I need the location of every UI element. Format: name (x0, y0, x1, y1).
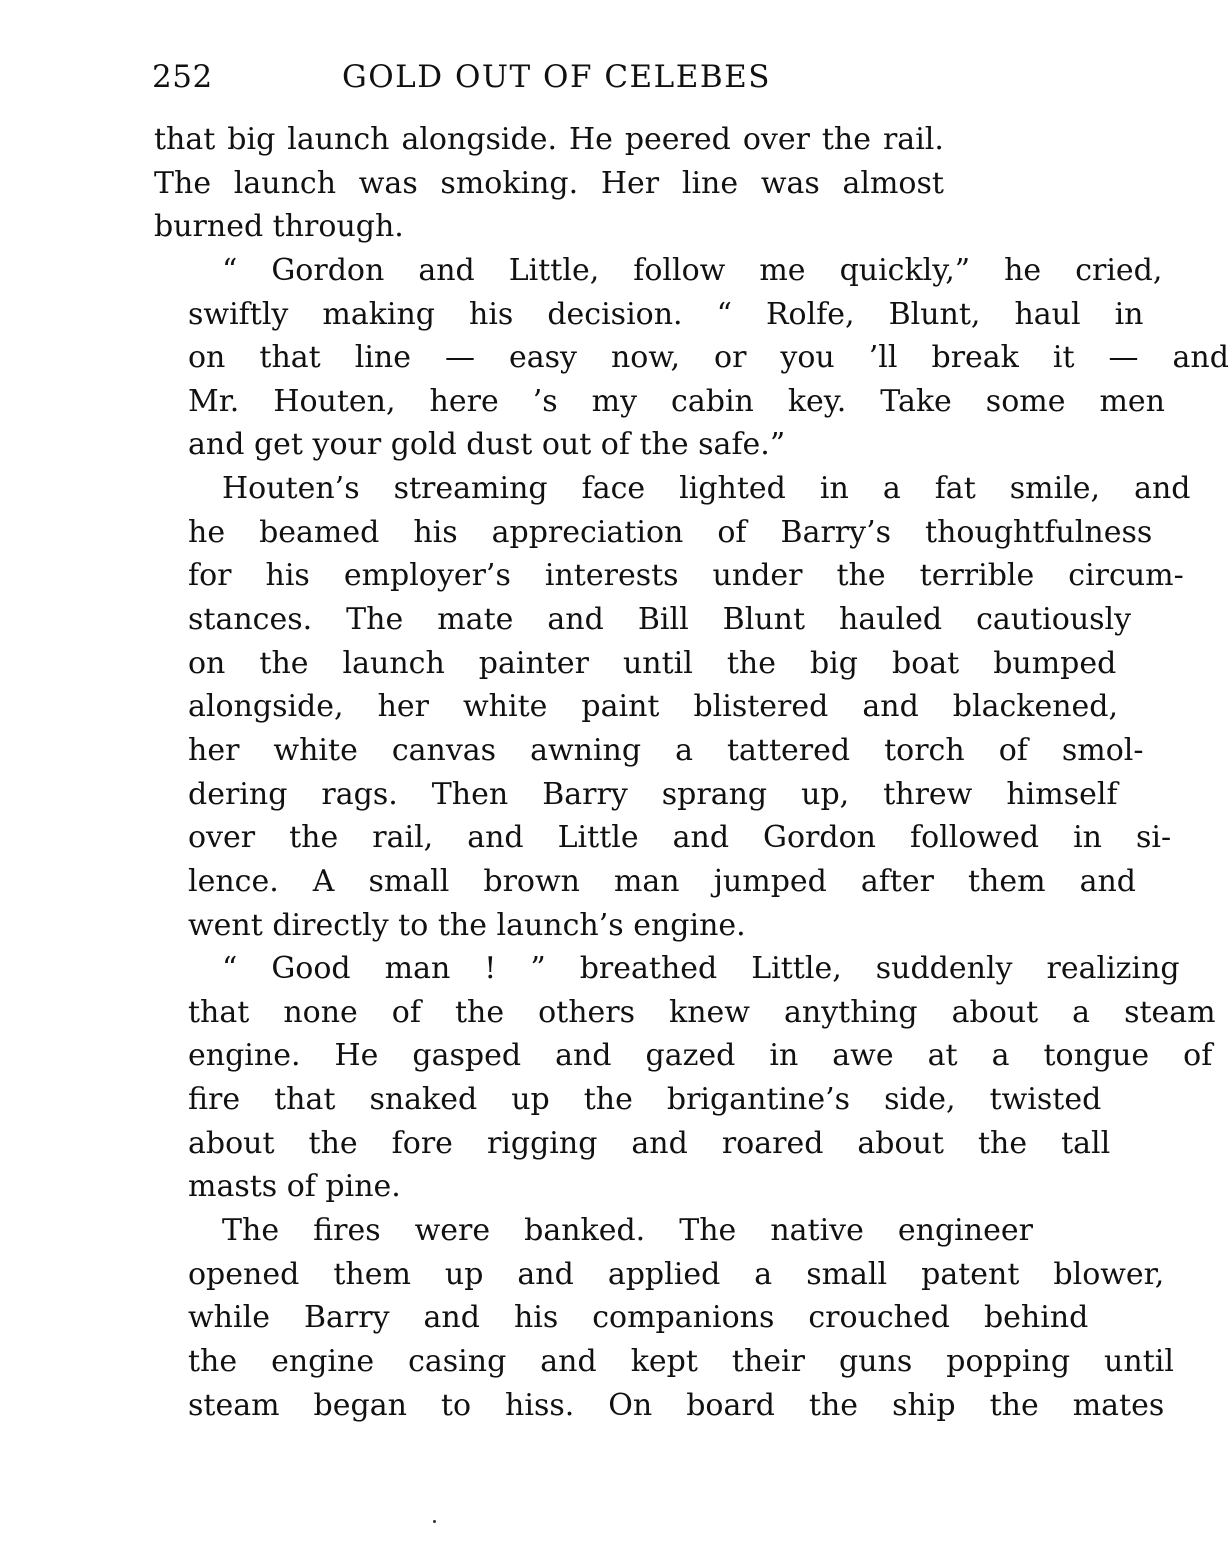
word: gasped (412, 1038, 522, 1074)
word: painter (478, 645, 589, 681)
word: bumped (993, 645, 1117, 681)
word: white (273, 732, 358, 768)
word: and (1134, 471, 1191, 507)
paragraph-2 (154, 249, 1229, 467)
word: smol- (1061, 732, 1144, 768)
word: “ (222, 252, 238, 288)
word: appreciation (491, 514, 684, 550)
word: breathed (579, 951, 718, 987)
text-line (154, 1340, 1174, 1384)
word: behind (983, 1300, 1089, 1336)
word: casing (408, 1343, 507, 1379)
text-line (154, 293, 1144, 337)
word: in (1114, 296, 1144, 332)
word: big (809, 645, 858, 681)
word: ” (530, 951, 546, 987)
word: fore (391, 1125, 453, 1161)
word: Barry’s (780, 514, 892, 550)
word: haul (1014, 296, 1081, 332)
word: smile, (1009, 471, 1101, 507)
text-line (154, 249, 1163, 293)
word: guns (839, 1343, 913, 1379)
word: his (265, 558, 310, 594)
word: The (679, 1213, 737, 1249)
word: launch (342, 645, 445, 681)
word: crouched (808, 1300, 950, 1336)
word: — (444, 340, 475, 376)
word: the (836, 558, 886, 594)
word: and (547, 602, 604, 638)
word: Gordon (763, 820, 876, 856)
word: Gordon (271, 252, 385, 288)
word: companions (592, 1300, 775, 1336)
word: Take (880, 383, 952, 419)
word: tall (1061, 1125, 1111, 1161)
word: lighted (679, 471, 786, 507)
word: you (780, 340, 835, 376)
word: He (568, 122, 613, 157)
word: ’ll (868, 340, 898, 376)
word: Bill (637, 602, 689, 638)
word: ! (484, 951, 497, 987)
word: and (517, 1256, 574, 1292)
word: Little, (508, 252, 600, 288)
word: sprang (661, 776, 768, 812)
word: “ (222, 951, 238, 987)
body-text (154, 118, 1229, 1427)
word: swiftly (188, 296, 289, 332)
paragraph-1 (154, 118, 944, 249)
text-line (154, 511, 1153, 555)
word: the (308, 1125, 358, 1161)
word: follow (633, 252, 726, 288)
text-line: masts of pine. (188, 1169, 401, 1205)
word: about (857, 1125, 944, 1161)
word: the (259, 645, 309, 681)
print-speck (433, 1520, 436, 1523)
word: employer’s (343, 558, 511, 594)
word: in (769, 1038, 799, 1074)
word: native (770, 1213, 864, 1249)
word: for (188, 558, 232, 594)
text-line (154, 947, 1180, 991)
word: mate (437, 602, 514, 638)
word: until (1104, 1343, 1174, 1379)
word: realizing (1046, 951, 1180, 987)
word: here (429, 383, 499, 419)
word: brigantine’s (666, 1082, 851, 1118)
text-line (154, 729, 1144, 773)
text-line (154, 380, 1165, 424)
word: small (806, 1256, 888, 1292)
word: was (760, 165, 820, 201)
word: snaked (369, 1082, 478, 1118)
word: and (418, 252, 475, 288)
word: rail. (882, 122, 944, 157)
word: on (188, 645, 226, 681)
word: a (1072, 994, 1091, 1030)
word: until (622, 645, 693, 681)
word: awning (530, 732, 642, 768)
word: Then (431, 776, 509, 812)
paragraph-5 (154, 1209, 1174, 1427)
paragraph-4 (154, 947, 1216, 1209)
word: of (998, 732, 1028, 768)
word: He (334, 1038, 379, 1074)
word: and (467, 820, 524, 856)
word: and (540, 1343, 597, 1379)
word: awe (832, 1038, 894, 1074)
text-line (154, 1209, 1033, 1253)
text-line (154, 642, 1117, 686)
word: knew (669, 994, 750, 1030)
word: The (222, 1213, 280, 1249)
word: now, (610, 340, 681, 376)
word: line (681, 165, 739, 201)
word: over (188, 820, 256, 856)
word: and (423, 1300, 480, 1336)
word: fire (188, 1082, 241, 1118)
word: hiss. (505, 1387, 575, 1423)
text-line (154, 162, 944, 206)
word: none (283, 994, 358, 1030)
word: face (581, 471, 646, 507)
word: his (469, 296, 514, 332)
text-line (154, 118, 944, 162)
word: after (860, 863, 934, 899)
word: canvas (391, 732, 497, 768)
word: alongside, (188, 689, 344, 725)
text-line (154, 336, 1229, 380)
word: the (726, 645, 776, 681)
word: smoking. (440, 165, 579, 201)
word: boat (891, 645, 960, 681)
text-line: and get your gold dust out of the safe.” (188, 427, 786, 463)
word: beamed (259, 514, 380, 550)
word: board (686, 1387, 775, 1423)
word: Little, (751, 951, 842, 987)
text-line (154, 816, 1172, 860)
word: on (188, 340, 226, 376)
text-line (154, 1122, 1111, 1166)
word: brown (483, 863, 580, 899)
word: “ (716, 296, 732, 332)
word: torch (884, 732, 965, 768)
word: others (538, 994, 636, 1030)
word: and (1079, 863, 1136, 899)
word: mates (1072, 1387, 1165, 1423)
word: or (714, 340, 747, 376)
running-title: GOLD OUT OF CELEBES (342, 59, 772, 95)
word: rigging (486, 1125, 598, 1161)
word: some (985, 383, 1066, 419)
word: — (1108, 340, 1139, 376)
word: and (555, 1038, 612, 1074)
word: were (414, 1213, 491, 1249)
word: tattered (726, 732, 851, 768)
word: ship (892, 1387, 956, 1423)
word: circum- (1068, 558, 1184, 594)
word: ’s (532, 383, 558, 419)
word: them (333, 1256, 411, 1292)
word: threw (883, 776, 973, 812)
word: white (462, 689, 548, 725)
word: engine (271, 1343, 375, 1379)
word: Mr. (188, 383, 240, 419)
word: easy (508, 340, 577, 376)
word: the (454, 994, 505, 1030)
word: key. (787, 383, 847, 419)
page-number: 252 (152, 59, 213, 95)
word: kept (630, 1343, 698, 1379)
word: break (931, 340, 1019, 376)
word: Little (557, 820, 639, 856)
word: that (188, 994, 250, 1030)
word: Houten’s (222, 471, 360, 507)
word: launch (287, 122, 390, 157)
word: up (444, 1256, 484, 1292)
word: tongue (1043, 1038, 1150, 1074)
word: On (608, 1387, 653, 1423)
word: Blunt (722, 602, 806, 638)
word: A (312, 863, 335, 899)
word: opened (188, 1256, 300, 1292)
word: and (631, 1125, 688, 1161)
page-header (152, 52, 942, 102)
word: he (1004, 252, 1042, 288)
word: his (413, 514, 458, 550)
text-line (154, 1034, 1213, 1078)
word: popping (946, 1343, 1071, 1379)
word: men (1099, 383, 1165, 419)
word: followed (910, 820, 1040, 856)
word: Barry (303, 1300, 390, 1336)
word: launch (233, 165, 337, 201)
word: the (821, 122, 872, 157)
word: Blunt, (888, 296, 981, 332)
word: blistered (693, 689, 829, 725)
word: Houten, (273, 383, 396, 419)
word: twisted (989, 1082, 1102, 1118)
word: that (259, 340, 321, 376)
word: paint (581, 689, 660, 725)
text-line (154, 1384, 1165, 1428)
word: interests (544, 558, 679, 594)
word: The (154, 165, 212, 201)
word: jumped (713, 863, 827, 899)
word: si- (1135, 820, 1172, 856)
text-line (154, 1296, 1089, 1340)
word: a (754, 1256, 773, 1292)
word: that (274, 1082, 336, 1118)
word: engineer (897, 1213, 1033, 1249)
word: her (188, 732, 240, 768)
word: of (717, 514, 747, 550)
word: steam (188, 1387, 280, 1423)
word: peered (624, 122, 731, 157)
word: man (384, 951, 451, 987)
word: stances. (188, 602, 313, 638)
word: himself (1006, 776, 1118, 812)
word: and (862, 689, 919, 725)
word: in (1073, 820, 1102, 856)
word: them (968, 863, 1046, 899)
word: almost (842, 165, 944, 201)
text-line (154, 598, 1132, 642)
word: that (154, 122, 216, 157)
word: applied (607, 1256, 721, 1292)
word: cried, (1075, 252, 1163, 288)
word: up, (801, 776, 850, 812)
word: hauled (839, 602, 943, 638)
word: to (440, 1387, 472, 1423)
text-line (154, 685, 1119, 729)
word: the (289, 820, 339, 856)
word: small (368, 863, 450, 899)
word: their (731, 1343, 805, 1379)
word: a (675, 732, 693, 768)
word: the (989, 1387, 1039, 1423)
word: it (1052, 340, 1075, 376)
word: at (927, 1038, 958, 1074)
word: the (583, 1082, 633, 1118)
word: patent (921, 1256, 1020, 1292)
word: under (712, 558, 803, 594)
word: dering (188, 776, 288, 812)
word: cabin (671, 383, 754, 419)
word: rags. (321, 776, 398, 812)
word: alongside. (401, 122, 558, 157)
text-line (154, 467, 1191, 511)
text-line: went directly to the launch’s engine. (188, 907, 746, 943)
word: fat (934, 471, 976, 507)
word: the (808, 1387, 859, 1423)
word: man (613, 863, 680, 899)
word: while (188, 1300, 270, 1336)
word: his (513, 1300, 559, 1336)
word: of (1183, 1038, 1213, 1074)
word: up (511, 1082, 550, 1118)
word: terrible (919, 558, 1035, 594)
text-line (154, 1078, 1102, 1122)
word: anything (783, 994, 918, 1030)
word: The (346, 602, 404, 638)
word: over (742, 122, 810, 157)
text-line (154, 773, 1118, 817)
text-line (154, 991, 1216, 1035)
text-line (154, 554, 1184, 598)
word: cautiously (976, 602, 1132, 638)
word: me (759, 252, 806, 288)
word: my (591, 383, 638, 419)
word: blower, (1053, 1256, 1165, 1292)
paragraph-3 (154, 467, 1191, 947)
word: thoughtfulness (925, 514, 1153, 550)
word: the (977, 1125, 1028, 1161)
word: of (391, 994, 421, 1030)
word: Rolfe, (765, 296, 855, 332)
word: steam (1124, 994, 1216, 1030)
word: suddenly (875, 951, 1013, 987)
word: roared (721, 1125, 824, 1161)
word: a (882, 471, 901, 507)
word: Good (271, 951, 351, 987)
word: gazed (645, 1038, 736, 1074)
text-line: burned through. (154, 209, 404, 245)
word: and (672, 820, 730, 856)
word: side, (884, 1082, 956, 1118)
word: about (951, 994, 1039, 1030)
word: about (188, 1125, 275, 1161)
word: quickly,” (839, 252, 971, 288)
word: in (819, 471, 849, 507)
word: her (377, 689, 429, 725)
word: decision. (547, 296, 683, 332)
word: fires (313, 1213, 381, 1249)
word: began (313, 1387, 407, 1423)
word: making (322, 296, 436, 332)
word: engine. (188, 1038, 301, 1074)
word: Her (600, 165, 660, 201)
word: was (358, 165, 418, 201)
word: he (188, 514, 226, 550)
word: rail, (372, 820, 434, 856)
word: lence. (188, 863, 279, 899)
word: the (188, 1343, 238, 1379)
word: Barry (542, 776, 628, 812)
word: line (354, 340, 411, 376)
word: and (1172, 340, 1229, 376)
word: a (991, 1038, 1010, 1074)
word: streaming (393, 471, 548, 507)
word: big (227, 122, 276, 157)
word: banked. (524, 1213, 646, 1249)
word: blackened, (952, 689, 1119, 725)
text-line (154, 1253, 1165, 1297)
text-line (154, 860, 1136, 904)
